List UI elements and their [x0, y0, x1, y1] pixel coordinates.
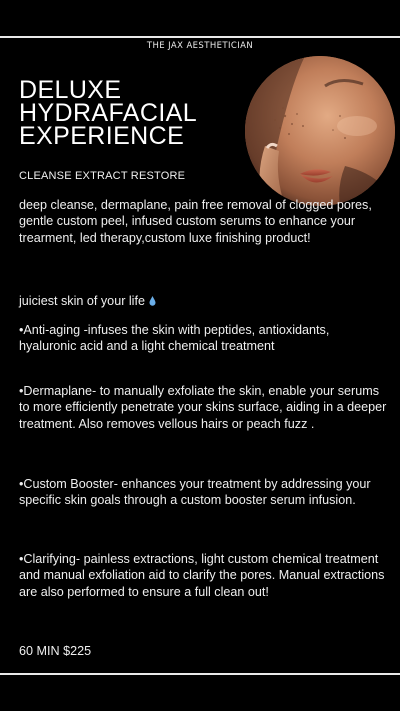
- face-photo: [245, 56, 395, 206]
- price-duration: 60 MIN $225: [19, 644, 92, 658]
- title-line-3: EXPERIENCE: [19, 122, 185, 150]
- top-divider: [0, 36, 400, 38]
- title-line-2: HYDRAFACIAL: [19, 99, 198, 127]
- subtitle: CLEANSE EXTRACT RESTORE: [19, 170, 186, 182]
- title-line-1: DELUXE: [19, 76, 122, 104]
- bullet-anti-aging: •Anti-aging -infuses the skin with peptides, antioxidants, hyaluronic acid and a light chemical treatment: [19, 323, 330, 354]
- tagline: [19, 293, 389, 309]
- intro-paragraph: deep cleanse, dermaplane, pain free removal of clogged pores, gentle custom peel, infused custom serums to enhance your trearment, led therapy,custom luxe finishing product!: [19, 198, 372, 245]
- bullet-clarifying: •Clarifying- painless extractions, light custom chemical treatment and manual exfoliation aid to clarify the pores. Manual extractions are also performed to ensure a full clean out!: [19, 552, 385, 599]
- face-illustration: [245, 56, 395, 206]
- water-drop-icon: [149, 296, 156, 306]
- page-title: [19, 76, 247, 150]
- brand-name: THE JAX AESTHETICIAN: [146, 41, 254, 51]
- bullet-dermaplane: •Dermaplane- to manually exfoliate the skin, enable your serums to more efficiently penetrate your skins surface, aiding in a deeper treatment. Also removes vellous hairs or peach fuzz .: [19, 384, 387, 431]
- tagline-text: juiciest skin of your life: [19, 294, 145, 308]
- bottom-divider: [0, 673, 400, 675]
- bullet-custom-booster: •Custom Booster- enhances your treatment by addressing your specific skin goals through a custom booster serum infusion.: [19, 477, 371, 508]
